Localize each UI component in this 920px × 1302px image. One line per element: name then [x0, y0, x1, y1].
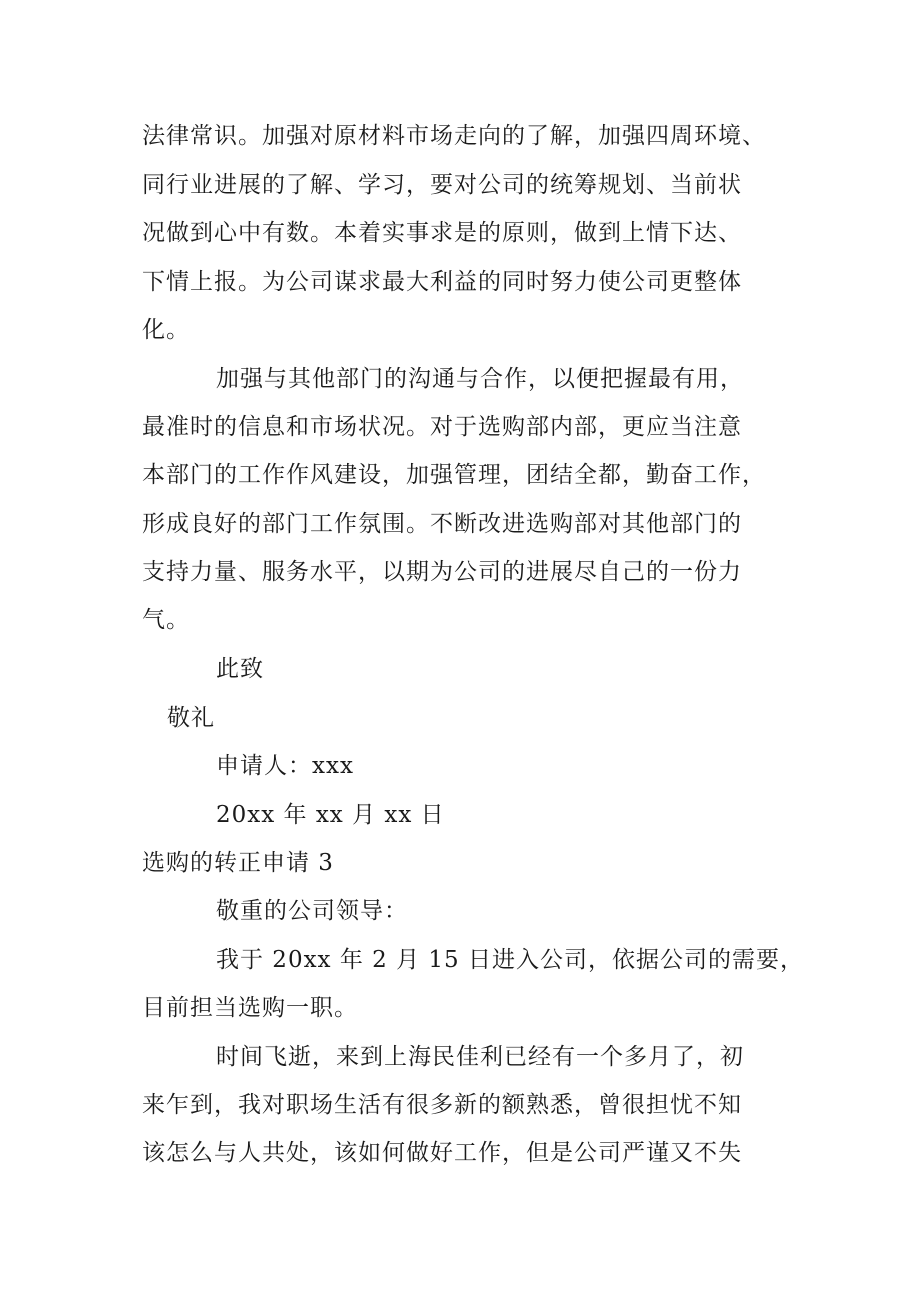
paragraph-line: 来乍到，我对职场生活有很多新的额熟悉，曾很担忧不知 — [142, 1092, 742, 1118]
section-title: 选购的转正申请 3 — [142, 850, 334, 876]
paragraph-line: 形成良好的部门工作氛围。不断改进选购部对其他部门的 — [142, 511, 742, 537]
paragraph-line: 况做到心中有数。本着实事求是的原则，做到上情下达、 — [142, 220, 742, 246]
paragraph-line: 同行业进展的了解、学习，要对公司的统筹规划、当前状 — [142, 172, 742, 198]
paragraph-line: 本部门的工作作风建设，加强管理，团结全都，勤奋工作， — [142, 462, 766, 488]
paragraph-line: 最准时的信息和市场状况。对于选购部内部，更应当注意 — [142, 414, 742, 440]
date-text: 20xx 年 xx 月 xx 日 — [216, 802, 445, 828]
paragraph-line: 时间飞逝，来到上海民佳利已经有一个多月了，初 — [216, 1044, 744, 1070]
paragraph-line: 法律常识。加强对原材料市场走向的了解，加强四周环境、 — [142, 123, 766, 149]
closing-text: 此致 — [216, 656, 264, 682]
paragraph-line: 该怎么与人共处，该如何做好工作，但是公司严谨又不失 — [142, 1140, 742, 1166]
applicant-signature: 申请人：xxx — [216, 753, 354, 779]
paragraph-line: 目前担当选购一职。 — [142, 995, 358, 1021]
paragraph-line: 气。 — [142, 607, 190, 633]
greeting-text: 敬重的公司领导： — [216, 898, 408, 924]
paragraph-line: 我于 20xx 年 2 月 15 日进入公司，依据公司的需要， — [216, 947, 804, 973]
salute-text: 敬礼 — [167, 705, 215, 731]
paragraph-line: 化。 — [142, 317, 190, 343]
paragraph-line: 加强与其他部门的沟通与合作，以便把握最有用， — [216, 366, 744, 392]
paragraph-line: 下情上报。为公司谋求最大利益的同时努力使公司更整体 — [142, 269, 742, 295]
paragraph-line: 支持力量、服务水平，以期为公司的进展尽自己的一份力 — [142, 559, 742, 585]
